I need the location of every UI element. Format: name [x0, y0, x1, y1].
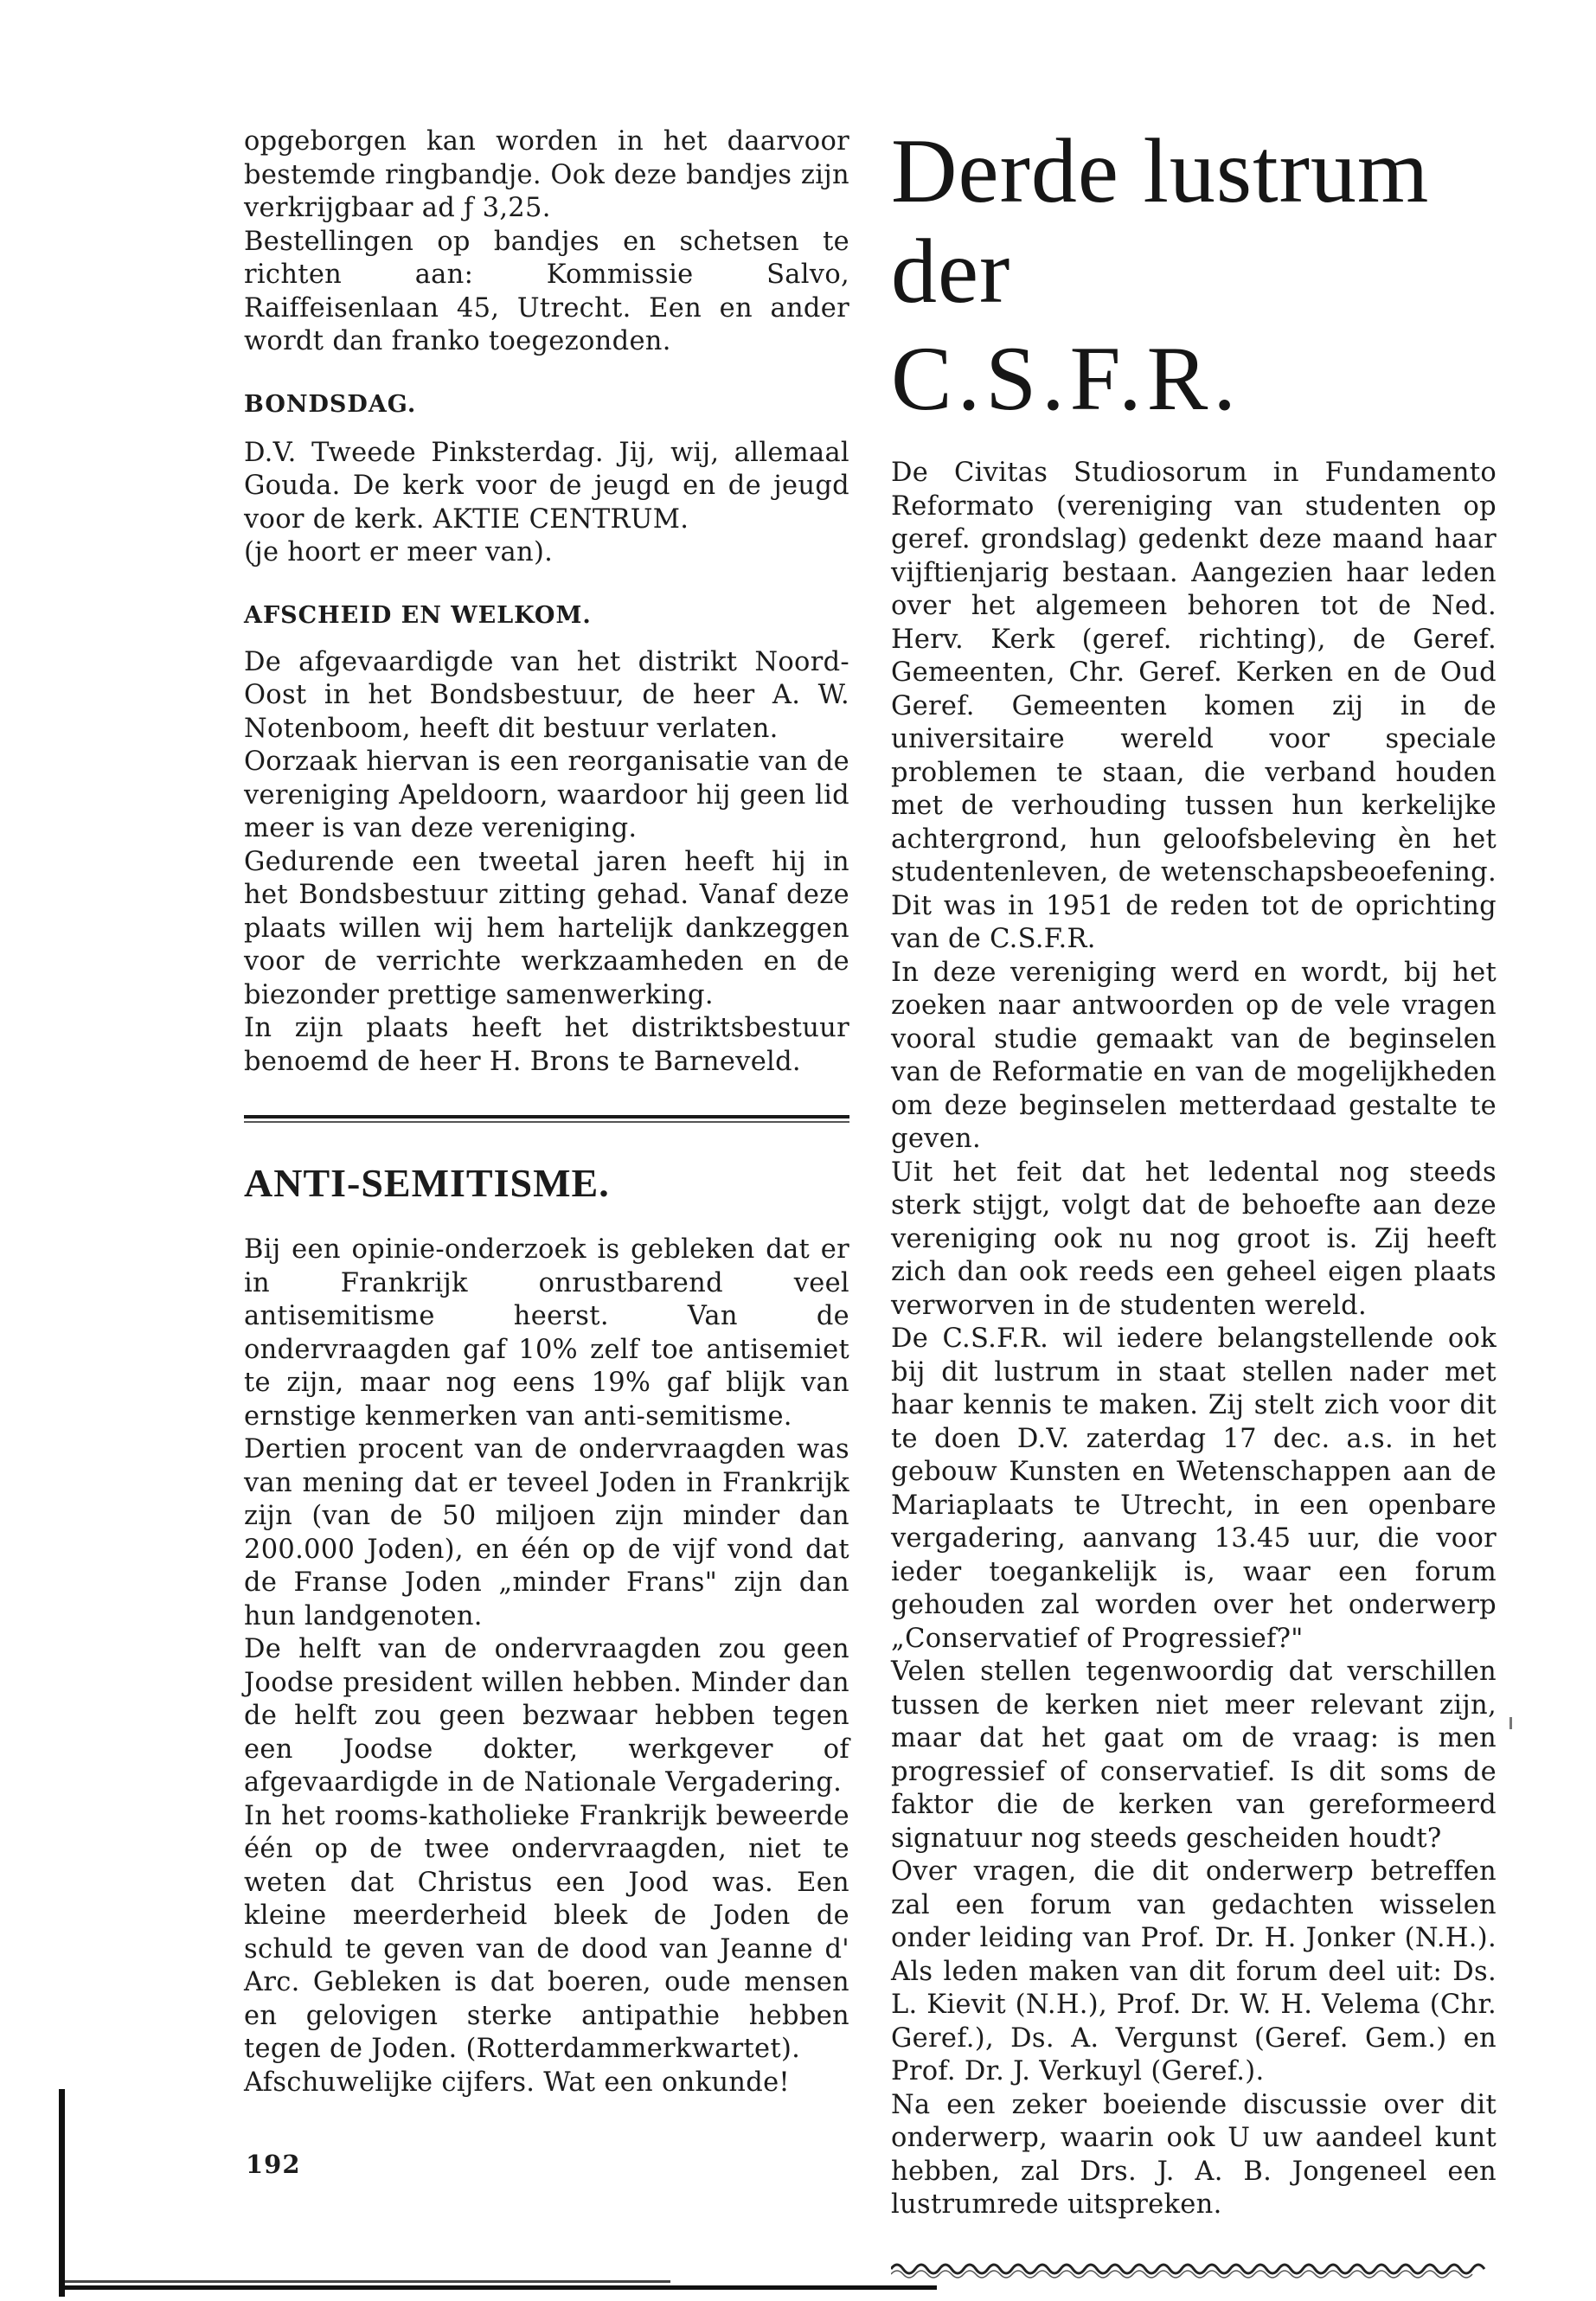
anti-paragraph: De helft van de ondervraagden zou geen Joodse president willen hebben. Minder dan de helft zou geen bezwaar hebben tegen een Joodse dokter, werkgever of afgevaardigde in de Nationale Vergadering.	[244, 1634, 849, 1798]
bondsdag-heading: BONDSDAG.	[244, 390, 417, 418]
article-title-line-1: Derde lustrum der	[891, 120, 1430, 322]
page-number: 192	[246, 2150, 301, 2179]
lustrum-paragraph: De C.S.F.R. wil iedere belangstellende ook bij dit lustrum in staat stellen nader met haar kennis te maken. Zij stelt zich voor dit te doen D.V. zaterdag 17 dec. a.s. in het gebouw Kunsten en Wetenschappen aan de Mariaplaats te Utrecht, in een openbare vergadering, aanvang 13.45 uur, die voor ieder toegankelijk is, waar een forum gehouden zal worden over het onderwerp „Conservatief of Progressief?"	[891, 1324, 1497, 1654]
anti-paragraph: Dertien procent van de ondervraagden was van mening dat er teveel Joden in Frankrijk zijn (van de 50 miljoen zijn minder dan 200.000 Joden), en één op de vijf vond dat de Franse Joden „minder Frans" zijn dan hun landgenoten.	[244, 1434, 849, 1631]
lustrum-paragraph: Velen stellen tegenwoordig dat verschillen tussen de kerken niet meer relevant zijn, maar dat het gaat om de vraag: is men progressief of conservatief. Is dit soms de faktor die de kerken van gereformeerd signatuur nog steeds gescheiden houdt?	[891, 1657, 1497, 1854]
section-divider	[244, 1115, 849, 1123]
anti-semitisme-title: ANTI-SEMITISME.	[244, 1161, 610, 1205]
scan-mark	[1509, 1717, 1512, 1729]
order-paragraph: Bestellingen op bandjes en schetsen te richten aan: Kommissie Salvo, Raiffeisenlaan 45, Utrecht. Een en ander wordt dan franko toegezonden.	[244, 226, 849, 356]
lustrum-paragraph: Uit het feit dat het ledental nog steeds sterk stijgt, volgt dat de behoefte aan deze vereniging ook nu nog groot is. Zij heeft zich dan ook reeds een geheel eigen plaats verworven in de studenten wereld.	[891, 1157, 1497, 1321]
lustrum-paragraph: Na een zeker boeiende discussie over dit onderwerp, waarin ook U uw aandeel kunt hebben, zal Drs. J. A. B. Jongeneel een lustrumrede uitspreken.	[891, 2089, 1497, 2220]
right-column	[891, 0, 1497, 2279]
lustrum-paragraph: In deze vereniging werd en wordt, bij het zoeken naar antwoorden op de vele vragen vooral studie gemaakt van de beginselen van de Reformatie en van de mogelijkheden om deze beginselen metterdaad gestalte te geven.	[891, 957, 1497, 1154]
wave-ornament-icon	[891, 2259, 1488, 2279]
afscheid-paragraph: In zijn plaats heeft het distriktsbestuur benoemd de heer H. Brons te Barneveld.	[244, 1013, 849, 1077]
afscheid-heading: AFSCHEID EN WELKOM.	[244, 601, 592, 629]
intro-paragraph: opgeborgen kan worden in het daarvoor bestemde ringbandje. Ook deze bandjes zijn verkrijgbaar ad ƒ 3,25.	[244, 126, 849, 223]
scan-corner-shadow	[65, 2280, 670, 2283]
scan-corner-vertical	[59, 2089, 65, 2297]
left-column	[244, 0, 849, 2099]
wave-ornament	[891, 2259, 1488, 2279]
bondsdag-note: (je hoort er meer van).	[244, 537, 554, 567]
afscheid-section	[244, 646, 849, 1080]
afscheid-paragraph: Oorzaak hiervan is een reorganisatie van de vereniging Apeldoorn, waardoor hij geen lid meer is van deze vereniging.	[244, 747, 849, 843]
anti-paragraph: Afschuwelijke cijfers. Wat een onkunde!	[244, 2067, 790, 2098]
bondsdag-text: D.V. Tweede Pinksterdag. Jij, wij, allemaal Gouda. De kerk voor de jeugd en de jeugd voor de kerk. AKTIE CENTRUM.	[244, 437, 849, 535]
anti-paragraph: Bij een opinie-onderzoek is gebleken dat er in Frankrijk onrustbarend veel antisemitisme heerst. Van de ondervraagden gaf 10% zelf toe antisemiet te zijn, maar nog eens 19% gaf blijk van ernstige kenmerken van anti-semitisme.	[244, 1234, 849, 1432]
lustrum-paragraph: De Civitas Studiosorum in Fundamento Reformato (vereniging van studenten op geref. grondslag) gedenkt deze maand haar vijftienjarig bestaan. Aangezien haar leden over het algemeen behoren tot de Ned. Herv. Kerk (geref. richting), de Geref. Gemeenten, Chr. Geref. Kerken en de Oud Geref. Gemeenten komen zij in de universitaire wereld voor speciale problemen te staan, die verband houden met de verhouding tussen hun kerkelijke achtergrond, hun geloofsbeleving èn het studentenleven, de wetenschapsbeoefening. Dit was in 1951 de reden tot de oprichting van de C.S.F.R.	[891, 458, 1497, 954]
lustrum-article	[891, 457, 1497, 2222]
lustrum-paragraph: Over vragen, die dit onderwerp betreffen zal een forum van gedachten wisselen onder leiding van Prof. Dr. H. Jonker (N.H.). Als leden maken van dit forum deel uit: Ds. L. Kievit (N.H.), Prof. Dr. W. H. Velema (Chr. Geref.), Ds. A. Vergunst (Geref. Gem.) en Prof. Dr. J. Verkuyl (Geref.).	[891, 1856, 1497, 2086]
afscheid-paragraph: Gedurende een tweetal jaren heeft hij in het Bondsbestuur zitting gehad. Vanaf deze plaats willen wij hem hartelijk dankzeggen voor de verrichte werkzaamheden en de biezonder prettige samenwerking.	[244, 846, 849, 1010]
scan-corner-horizontal	[59, 2285, 937, 2290]
anti-semitisme-section	[244, 1234, 849, 2099]
afscheid-paragraph: De afgevaardigde van het distrikt Noord-Oost in het Bondsbestuur, de heer A. W. Notenboom, heeft dit bestuur verlaten.	[244, 646, 849, 744]
article-title-line-2: C.S.F.R.	[891, 328, 1241, 429]
anti-paragraph: In het rooms-katholieke Frankrijk beweerde één op de twee ondervraagden, niet te weten dat Christus een Jood was. Een kleine meerderheid bleek de Joden de schuld te geven van de dood van Jeanne d' Arc. Gebleken is dat boeren, oude mensen en gelovigen sterke antipathie hebben tegen de Joden. (Rotterdammerkwartet).	[244, 1800, 849, 2064]
